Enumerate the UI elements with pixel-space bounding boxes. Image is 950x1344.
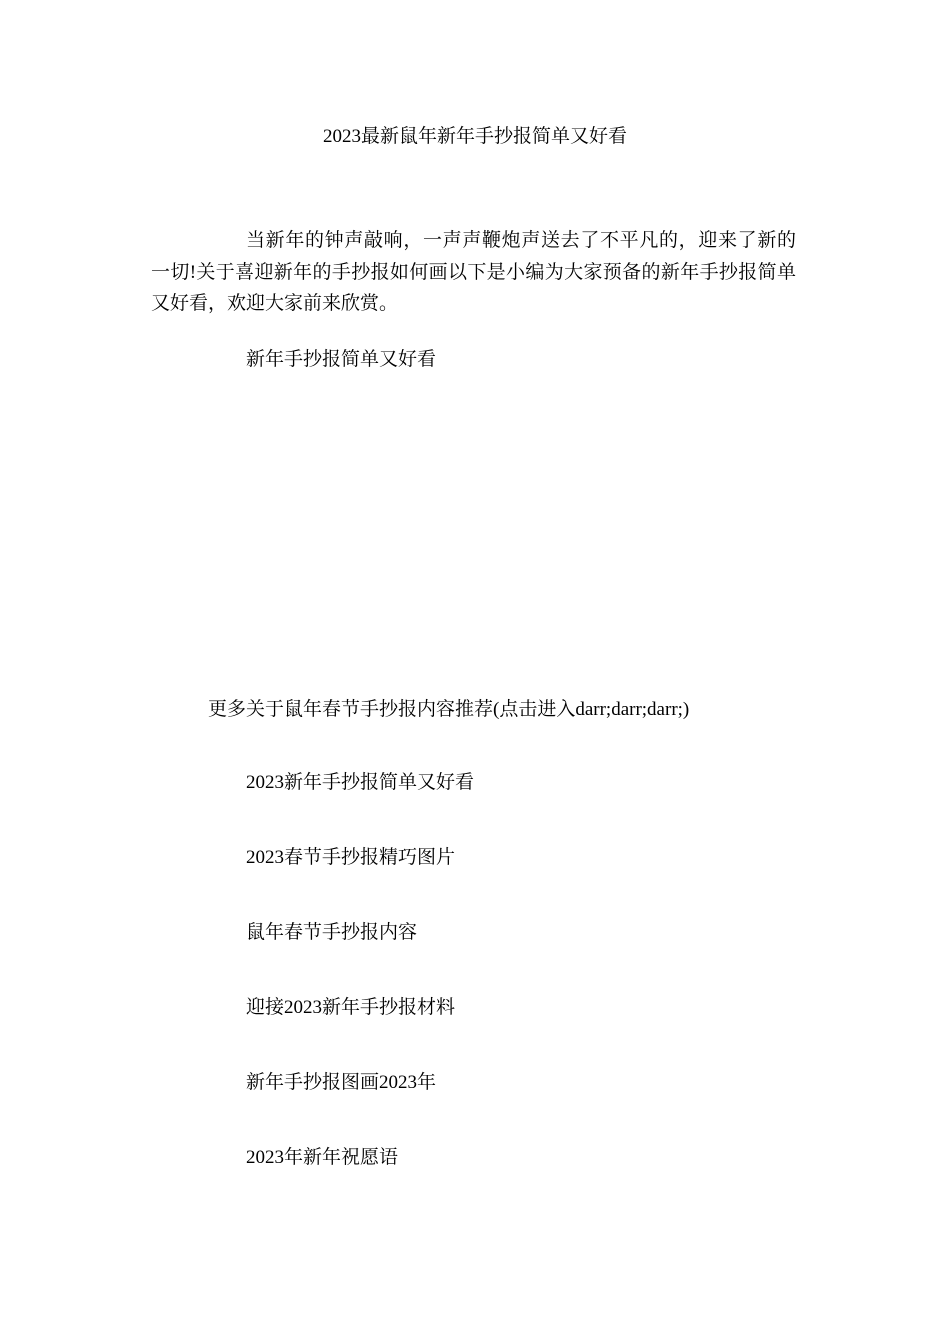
recommendation-link[interactable]: 迎接2023新年手抄报材料 xyxy=(246,997,456,1018)
recommendation-link[interactable]: 鼠年春节手抄报内容 xyxy=(246,922,418,943)
recommendation-link[interactable]: 新年手抄报图画2023年 xyxy=(246,1072,437,1093)
recommendation-list xyxy=(246,770,474,1220)
intro-paragraph: 当新年的钟声敲响，一声声鞭炮声送去了不平凡的，迎来了新的一切!关于喜迎新年的手抄报如何画以下是小编为大家预备的新年手抄报简单又好看，欢迎大家前来欣赏。 xyxy=(151,230,796,314)
page-title: 2023最新鼠年新年手抄报简单又好看 xyxy=(322,126,627,147)
more-recommendations-label: 更多关于鼠年春节手抄报内容推荐(点击进入darr;darr;darr;) xyxy=(208,699,690,720)
recommendation-link[interactable]: 2023新年手抄报简单又好看 xyxy=(246,772,475,793)
recommendation-link[interactable]: 2023春节手抄报精巧图片 xyxy=(246,847,456,868)
recommendation-link[interactable]: 2023年新年祝愿语 xyxy=(246,1147,399,1168)
section-subheading: 新年手抄报简单又好看 xyxy=(246,349,437,370)
